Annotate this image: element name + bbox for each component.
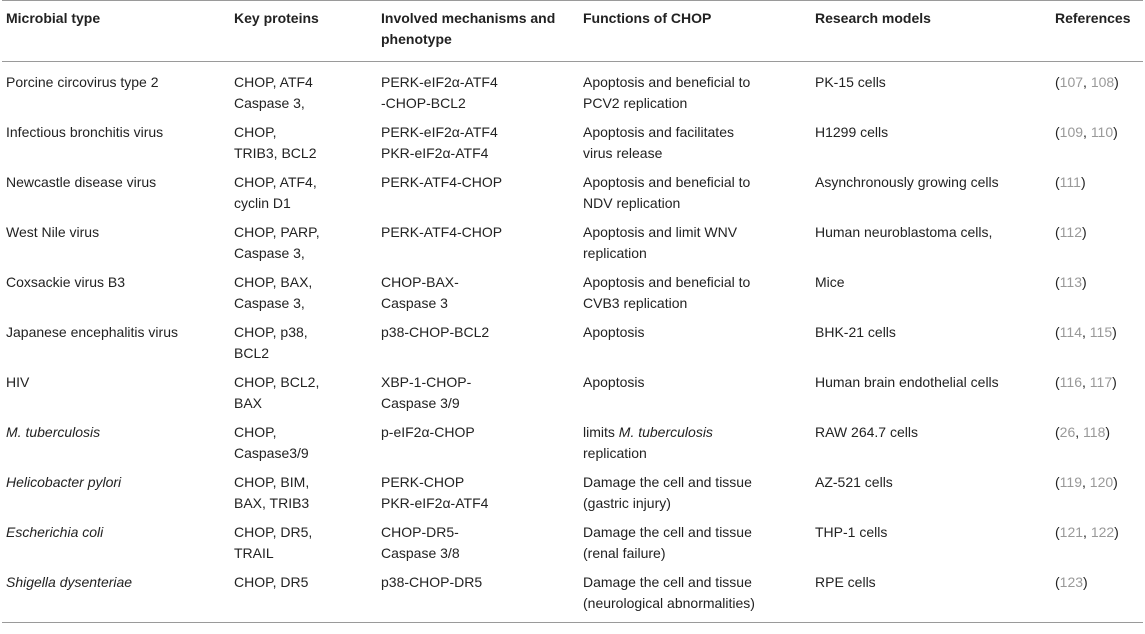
cell-microbial-type: Japanese encephalitis virus <box>6 324 178 340</box>
header-key-proteins: Key proteins <box>234 10 319 26</box>
ref-paren: ( <box>1055 274 1060 290</box>
ref-paren: ) <box>1082 274 1087 290</box>
mechanism-line: Caspase 3/9 <box>381 395 460 411</box>
cell-mechanisms <box>377 568 579 623</box>
mechanism-line: Caspase 3 <box>381 295 448 311</box>
cell-functions <box>579 218 811 268</box>
cell-mechanisms <box>377 518 579 568</box>
ref-separator: , <box>1082 474 1090 490</box>
ref-paren: ) <box>1112 324 1117 340</box>
function-line: Apoptosis and beneficial to <box>583 274 751 290</box>
ref-separator: , <box>1082 324 1090 340</box>
reference-link[interactable]: 115 <box>1089 324 1113 340</box>
cell-research-model: PK-15 cells <box>815 74 886 90</box>
table-row <box>2 318 1143 368</box>
table-row <box>2 518 1143 568</box>
cell-references <box>1051 418 1143 468</box>
cell-key-proteins <box>230 62 377 119</box>
mechanism-line: PERK-eIF2α-ATF4 <box>381 124 498 140</box>
protein-line: Caspase 3, <box>234 295 305 311</box>
cell-microbial-type: Escherichia coli <box>6 524 104 540</box>
reference-link[interactable]: 123 <box>1059 574 1084 590</box>
cell-functions <box>579 62 811 119</box>
cell-mechanisms <box>377 318 579 368</box>
cell-references <box>1051 168 1143 218</box>
ref-paren: ) <box>1105 424 1111 440</box>
mechanism-line: PERK-ATF4-CHOP <box>381 174 503 190</box>
protein-line: CHOP, BAX, <box>234 274 313 290</box>
ref-paren: ) <box>1114 74 1119 90</box>
function-line: Apoptosis and limit WNV <box>583 224 738 240</box>
ref-paren: ) <box>1112 374 1117 390</box>
ref-paren: ) <box>1113 474 1118 490</box>
cell-microbial-type: M. tuberculosis <box>6 424 101 440</box>
mechanism-line: Caspase 3/8 <box>381 545 460 561</box>
cell-references <box>1051 518 1143 568</box>
function-line: Apoptosis and beneficial to <box>583 74 751 90</box>
protein-line: TRAIL <box>234 545 274 561</box>
ref-separator: , <box>1083 124 1091 140</box>
reference-link[interactable]: 109 <box>1059 124 1084 140</box>
cell-mechanisms <box>377 268 579 318</box>
header-references: References <box>1055 10 1131 26</box>
reference-link[interactable]: 111 <box>1059 174 1081 190</box>
protein-line: CHOP, BCL2, <box>234 374 320 390</box>
table-row <box>2 468 1143 518</box>
reference-link[interactable]: 112 <box>1059 224 1082 240</box>
reference-link[interactable]: 110 <box>1090 124 1114 140</box>
protein-line: Caspase 3, <box>234 95 305 111</box>
reference-link[interactable]: 107 <box>1059 74 1084 90</box>
cell-mechanisms <box>377 168 579 218</box>
mechanism-line: p38-CHOP-BCL2 <box>381 324 490 340</box>
mechanism-line: PKR-eIF2α-ATF4 <box>381 495 489 511</box>
protein-line: CHOP, PARP, <box>234 224 320 240</box>
cell-microbial-type: HIV <box>6 374 30 390</box>
mechanism-line: PERK-CHOP <box>381 474 465 490</box>
cell-key-proteins <box>230 568 377 623</box>
cell-key-proteins <box>230 168 377 218</box>
cell-microbial-type: Coxsackie virus B3 <box>6 274 126 290</box>
mechanism-line: CHOP-DR5- <box>381 524 459 540</box>
cell-references <box>1051 268 1143 318</box>
ref-paren: ( <box>1055 224 1060 240</box>
cell-mechanisms <box>377 62 579 119</box>
ref-paren: ) <box>1114 524 1119 540</box>
cell-key-proteins <box>230 368 377 418</box>
cell-microbial-type: Helicobacter pylori <box>6 474 122 490</box>
function-text: limits <box>583 424 619 440</box>
function-line: Damage the cell and tissue <box>583 524 752 540</box>
cell-research-model: Human brain endothelial cells <box>815 374 999 390</box>
cell-microbial-type: Shigella dysenteriae <box>6 574 133 590</box>
ref-paren: ) <box>1080 174 1086 190</box>
cell-key-proteins <box>230 118 377 168</box>
function-line: Apoptosis and facilitates <box>583 124 734 140</box>
header-involved-mechanisms: Involved mechanisms and phenotype <box>381 10 556 47</box>
cell-references <box>1051 218 1143 268</box>
cell-key-proteins <box>230 318 377 368</box>
header-functions-of-chop: Functions of CHOP <box>583 10 712 26</box>
cell-references <box>1051 568 1143 623</box>
cell-microbial-type: Newcastle disease virus <box>6 174 157 190</box>
cell-functions <box>579 368 811 418</box>
ref-paren: ) <box>1113 124 1118 140</box>
reference-link[interactable]: 116 <box>1059 374 1082 390</box>
cell-functions <box>579 518 811 568</box>
function-line: Apoptosis <box>583 324 645 340</box>
cell-research-model: Asynchronously growing cells <box>815 174 999 190</box>
protein-line: CHOP, <box>234 124 277 140</box>
table-row <box>2 568 1143 623</box>
ref-paren: ( <box>1055 374 1060 390</box>
function-line: Damage the cell and tissue <box>583 474 752 490</box>
cell-research-model: RPE cells <box>815 574 876 590</box>
function-species: M. tuberculosis <box>618 424 713 440</box>
cell-mechanisms <box>377 468 579 518</box>
reference-link[interactable]: 118 <box>1083 424 1106 440</box>
cell-research-model: AZ-521 cells <box>815 474 893 490</box>
protein-line: TRIB3, BCL2 <box>234 145 317 161</box>
ref-separator: , <box>1075 424 1084 440</box>
protein-line: cyclin D1 <box>234 195 291 211</box>
cell-functions <box>579 168 811 218</box>
protein-line: CHOP, p38, <box>234 324 308 340</box>
protein-line: BCL2 <box>234 345 270 361</box>
cell-mechanisms <box>377 218 579 268</box>
ref-paren: ( <box>1055 524 1060 540</box>
cell-mechanisms <box>377 368 579 418</box>
reference-link[interactable]: 117 <box>1089 374 1113 390</box>
ref-separator: , <box>1082 374 1090 390</box>
cell-research-model: RAW 264.7 cells <box>815 424 918 440</box>
protein-line: Caspase3/9 <box>234 445 309 461</box>
header-microbial-type: Microbial type <box>6 10 101 26</box>
table-row <box>2 168 1143 218</box>
ref-paren: ( <box>1055 74 1060 90</box>
function-line: (gastric injury) <box>583 495 671 511</box>
cell-microbial-type: Infectious bronchitis virus <box>6 124 164 140</box>
ref-paren: ( <box>1055 124 1060 140</box>
table-row <box>2 268 1143 318</box>
cell-functions <box>579 568 811 623</box>
cell-key-proteins <box>230 218 377 268</box>
cell-research-model: THP-1 cells <box>815 524 888 540</box>
ref-paren: ( <box>1055 474 1060 490</box>
ref-paren: ( <box>1055 424 1060 440</box>
cell-functions <box>579 268 811 318</box>
ref-paren: ( <box>1055 174 1060 190</box>
function-line: CVB3 replication <box>583 295 688 311</box>
cell-functions <box>579 318 811 368</box>
table-body <box>2 62 1143 623</box>
cell-research-model: H1299 cells <box>815 124 889 140</box>
ref-separator: , <box>1083 524 1091 540</box>
function-line: (neurological abnormalities) <box>583 595 755 611</box>
cell-key-proteins <box>230 468 377 518</box>
cell-microbial-type: Porcine circovirus type 2 <box>6 74 159 90</box>
mechanism-line: XBP-1-CHOP- <box>381 374 472 390</box>
protein-line: CHOP, DR5, <box>234 524 313 540</box>
protein-line: CHOP, DR5 <box>234 574 309 590</box>
function-text: replication <box>583 445 647 461</box>
protein-line: BAX, TRIB3 <box>234 495 310 511</box>
cell-microbial-type: West Nile virus <box>6 224 100 240</box>
cell-mechanisms <box>377 418 579 468</box>
cell-references <box>1051 468 1143 518</box>
reference-link[interactable]: 119 <box>1059 474 1082 490</box>
ref-paren: ( <box>1055 324 1060 340</box>
reference-link[interactable]: 108 <box>1090 74 1115 90</box>
function-line: virus release <box>583 145 663 161</box>
protein-line: BAX <box>234 395 263 411</box>
table-row <box>2 62 1143 119</box>
cell-key-proteins <box>230 268 377 318</box>
ref-paren: ) <box>1083 574 1088 590</box>
protein-line: Caspase 3, <box>234 245 305 261</box>
reference-link[interactable]: 113 <box>1059 274 1082 290</box>
protein-line: CHOP, ATF4 <box>234 74 313 90</box>
cell-functions <box>579 418 811 468</box>
mechanism-line: PERK-eIF2α-ATF4 <box>381 74 498 90</box>
cell-research-model: Mice <box>815 274 845 290</box>
mechanism-line: PERK-ATF4-CHOP <box>381 224 503 240</box>
mechanism-line: p-eIF2α-CHOP <box>381 424 475 440</box>
function-line: NDV replication <box>583 195 681 211</box>
table-row <box>2 118 1143 168</box>
ref-paren: ) <box>1082 224 1087 240</box>
cell-functions <box>579 118 811 168</box>
cell-references <box>1051 318 1143 368</box>
reference-link[interactable]: 114 <box>1059 324 1082 340</box>
ref-paren: ( <box>1055 574 1060 590</box>
protein-line: CHOP, <box>234 424 277 440</box>
cell-references <box>1051 62 1143 119</box>
function-line: Apoptosis <box>583 374 645 390</box>
protein-line: CHOP, BIM, <box>234 474 310 490</box>
mechanism-line: -CHOP-BCL2 <box>381 95 466 111</box>
function-line: (renal failure) <box>583 545 666 561</box>
cell-key-proteins <box>230 518 377 568</box>
cell-references <box>1051 118 1143 168</box>
cell-research-model: Human neuroblastoma cells, <box>815 224 993 240</box>
cell-key-proteins <box>230 418 377 468</box>
reference-link[interactable]: 26 <box>1059 424 1076 440</box>
function-line: Apoptosis and beneficial to <box>583 174 751 190</box>
function-line: PCV2 replication <box>583 95 688 111</box>
chop-microbial-table <box>2 0 1143 623</box>
cell-mechanisms <box>377 118 579 168</box>
header-research-models: Research models <box>815 10 931 26</box>
cell-research-model: BHK-21 cells <box>815 324 896 340</box>
function-line: replication <box>583 245 647 261</box>
reference-link[interactable]: 121 <box>1059 524 1084 540</box>
cell-functions <box>579 468 811 518</box>
reference-link[interactable]: 120 <box>1089 474 1114 490</box>
protein-line: CHOP, ATF4, <box>234 174 317 190</box>
cell-references <box>1051 368 1143 418</box>
header-row <box>2 1 1143 62</box>
mechanism-line: CHOP-BAX- <box>381 274 459 290</box>
reference-link[interactable]: 122 <box>1090 524 1115 540</box>
table-row <box>2 418 1143 468</box>
mechanism-line: p38-CHOP-DR5 <box>381 574 483 590</box>
table-row <box>2 368 1143 418</box>
table-row <box>2 218 1143 268</box>
table-header <box>2 1 1143 62</box>
function-line: Damage the cell and tissue <box>583 574 752 590</box>
ref-separator: , <box>1083 74 1091 90</box>
mechanism-line: PKR-eIF2α-ATF4 <box>381 145 489 161</box>
